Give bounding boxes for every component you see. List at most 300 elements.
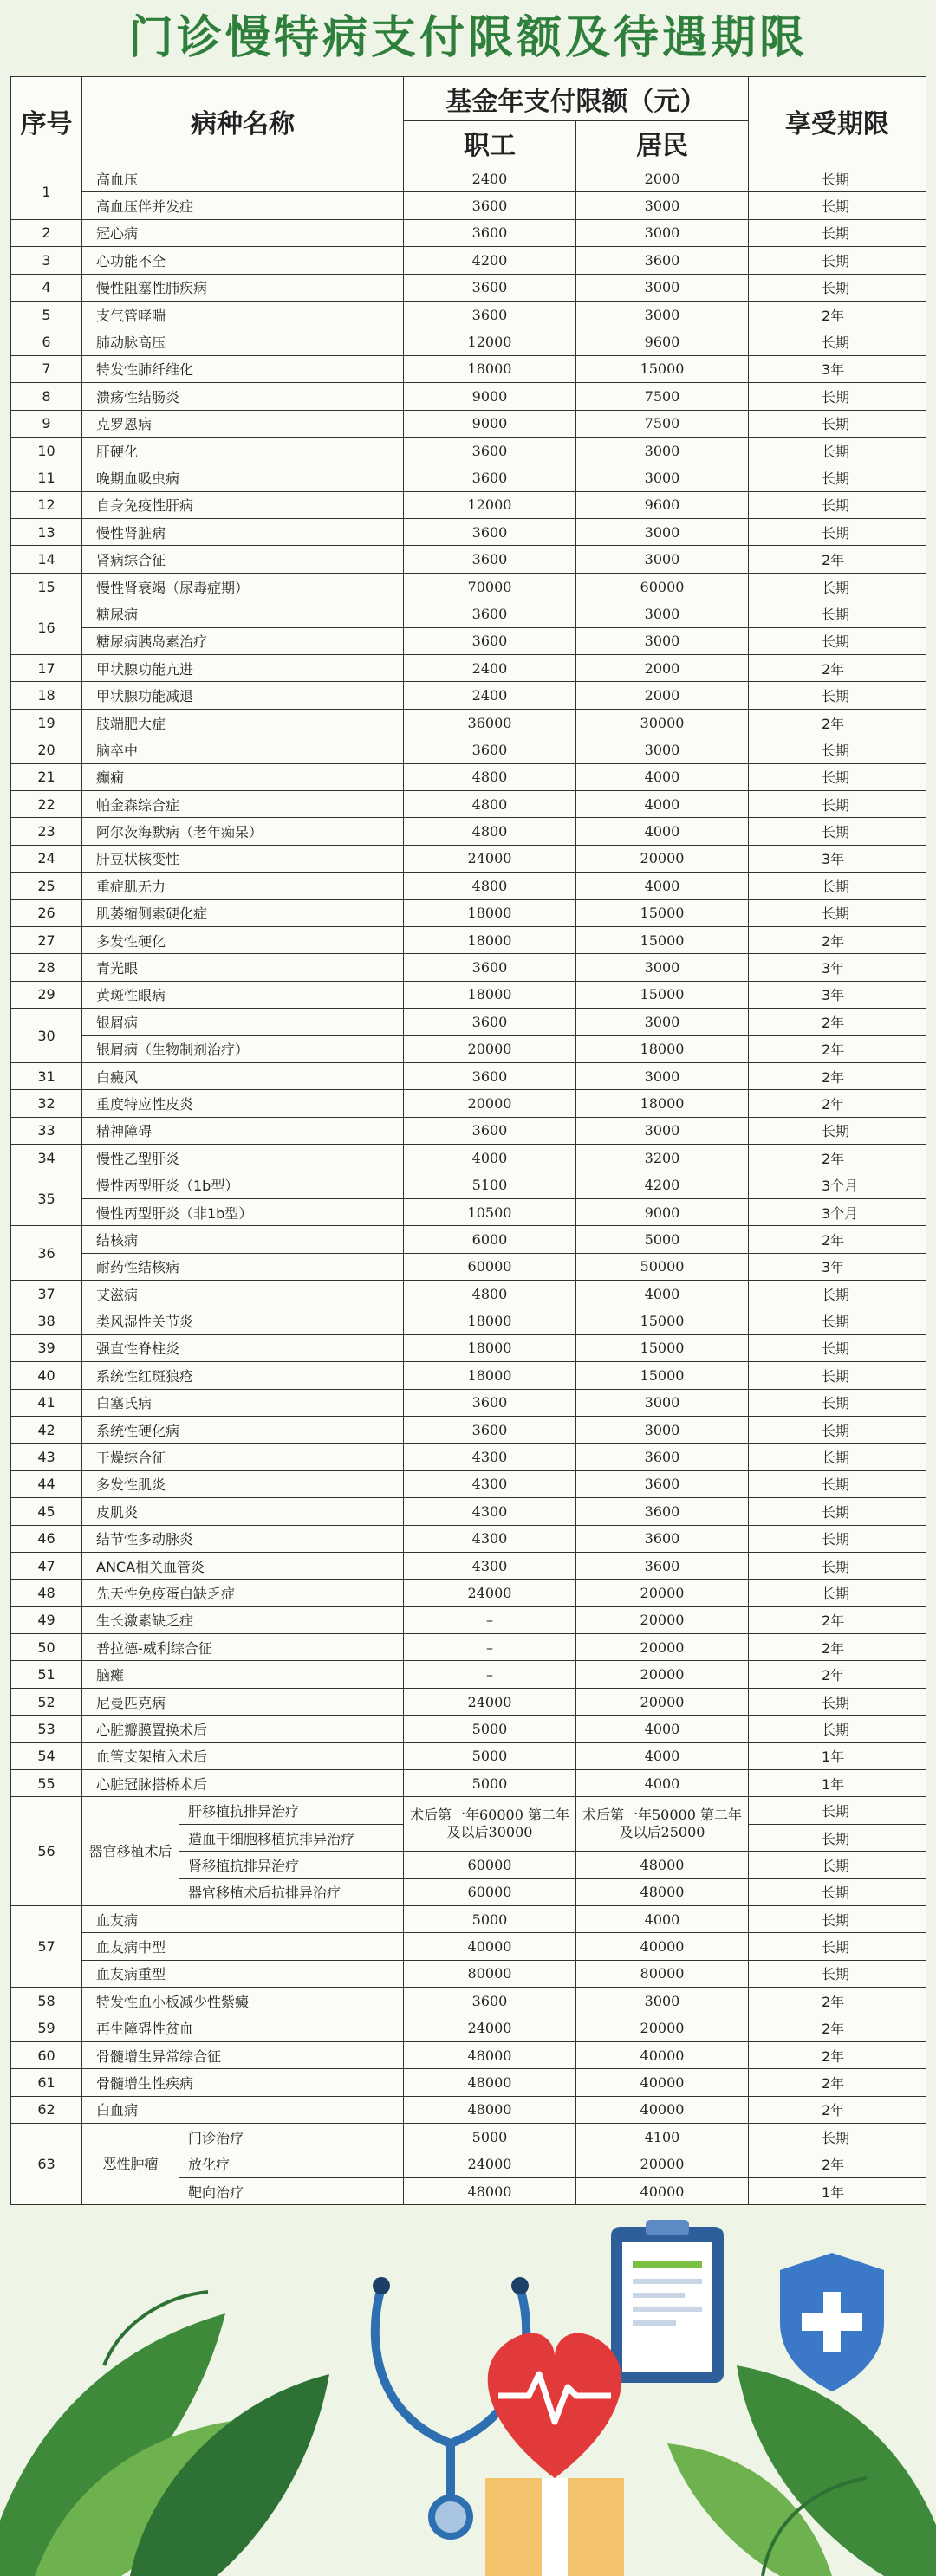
benefit-period: 长期: [749, 600, 926, 627]
resident-limit: 48000: [576, 1852, 749, 1878]
benefit-period: 长期: [749, 192, 926, 219]
employee-limit: 3600: [404, 301, 576, 328]
resident-limit: 2000: [576, 682, 749, 709]
benefit-period: 长期: [749, 1824, 926, 1851]
benefit-period: 2年: [749, 1062, 926, 1089]
employee-limit: 4300: [404, 1470, 576, 1497]
table-row: [11, 1198, 926, 1225]
resident-limit: 3000: [576, 1988, 749, 2015]
resident-limit: 4000: [576, 873, 749, 899]
row-number: 58: [11, 1988, 82, 2015]
leaf-left-icon: [0, 2292, 329, 2576]
employee-limit: 18000: [404, 981, 576, 1008]
resident-limit: 40000: [576, 2041, 749, 2068]
resident-limit: 20000: [576, 1606, 749, 1633]
disease-name: 慢性肾衰竭（尿毒症期）: [82, 573, 404, 600]
employee-limit: 3600: [404, 1988, 576, 2015]
benefit-period: 长期: [749, 627, 926, 654]
benefit-period: 长期: [749, 1716, 926, 1742]
employee-limit: 4000: [404, 1145, 576, 1171]
disease-name: 慢性阻塞性肺疾病: [82, 274, 404, 301]
benefit-period: 2年: [749, 1226, 926, 1253]
employee-limit: 80000: [404, 1960, 576, 1987]
benefit-period: 长期: [749, 1797, 926, 1824]
row-number: 54: [11, 1742, 82, 1769]
disease-name: 晚期血吸虫病: [82, 464, 404, 491]
benefit-period: 长期: [749, 1362, 926, 1389]
table-row: [11, 926, 926, 953]
employee-limit: 5000: [404, 1906, 576, 1933]
benefit-period: 长期: [749, 1688, 926, 1715]
table-row: [11, 2015, 926, 2041]
table-row: [11, 845, 926, 872]
benefit-period: 长期: [749, 1960, 926, 1987]
resident-limit: 4000: [576, 818, 749, 845]
resident-limit: 3600: [576, 247, 749, 274]
row-number: 48: [11, 1580, 82, 1606]
disease-name: 生长激素缺乏症: [82, 1606, 404, 1633]
gift-box-icon: [485, 2478, 624, 2576]
disease-name: 糖尿病胰岛素治疗: [82, 627, 404, 654]
row-number: 19: [11, 709, 82, 736]
row-number: 51: [11, 1661, 82, 1688]
benefit-period: 长期: [749, 1525, 926, 1552]
benefit-period: 3个月: [749, 1171, 926, 1198]
disease-name: 慢性肾脏病: [82, 519, 404, 546]
disease-name: 肝硬化: [82, 437, 404, 464]
benefit-period: 长期: [749, 1334, 926, 1361]
clipboard-icon: [611, 2220, 724, 2383]
table-row: [11, 1988, 926, 2015]
employee-limit: 3600: [404, 600, 576, 627]
row-number: 45: [11, 1498, 82, 1525]
disease-name: 精神障碍: [82, 1117, 404, 1144]
employee-limit: 20000: [404, 1035, 576, 1062]
disease-name: 血友病中型: [82, 1933, 404, 1960]
row-number: 28: [11, 954, 82, 981]
resident-limit: 20000: [576, 845, 749, 872]
table-row: [11, 1253, 926, 1280]
disease-name: 慢性乙型肝炎: [82, 1145, 404, 1171]
disease-name: 白癜风: [82, 1062, 404, 1089]
benefit-period: 长期: [749, 1852, 926, 1878]
group-name: 恶性肿瘤: [82, 2124, 179, 2205]
row-number: 18: [11, 682, 82, 709]
table-row: [11, 491, 926, 518]
benefit-period: 2年: [749, 2015, 926, 2041]
row-number: 3: [11, 247, 82, 274]
resident-limit: 30000: [576, 709, 749, 736]
resident-limit: 80000: [576, 1960, 749, 1987]
resident-limit: 9600: [576, 491, 749, 518]
row-number: 50: [11, 1634, 82, 1661]
resident-limit: 20000: [576, 1634, 749, 1661]
row-number: 31: [11, 1062, 82, 1089]
benefit-period: 长期: [749, 247, 926, 274]
table-row: [11, 600, 926, 627]
disease-name: 尼曼匹克病: [82, 1688, 404, 1715]
employee-limit: 70000: [404, 573, 576, 600]
payment-limit-table: [10, 76, 926, 2205]
employee-limit: 3600: [404, 1389, 576, 1416]
table-row: [11, 1281, 926, 1307]
employee-limit: 2400: [404, 655, 576, 682]
disease-name: 干燥综合征: [82, 1444, 404, 1470]
disease-name: 自身免疫性肝病: [82, 491, 404, 518]
employee-limit: 3600: [404, 1416, 576, 1443]
employee-limit: 12000: [404, 491, 576, 518]
disease-name: 肢端肥大症: [82, 709, 404, 736]
employee-limit: 9000: [404, 410, 576, 437]
row-number: 61: [11, 2069, 82, 2096]
row-number: 17: [11, 655, 82, 682]
employee-limit: 20000: [404, 1090, 576, 1117]
disease-name: 心脏瓣膜置换术后: [82, 1716, 404, 1742]
disease-name: 阿尔茨海默病（老年痴呆）: [82, 818, 404, 845]
row-number: 12: [11, 491, 82, 518]
employee-limit: 3600: [404, 954, 576, 981]
table-row: [11, 1117, 926, 1144]
resident-limit: 9600: [576, 328, 749, 355]
benefit-period: 2年: [749, 2151, 926, 2177]
row-number: 39: [11, 1334, 82, 1361]
benefit-period: 2年: [749, 926, 926, 953]
table-row: [11, 1416, 926, 1443]
disease-name: 类风湿性关节炎: [82, 1307, 404, 1334]
table-body: [11, 165, 926, 2205]
employee-limit: 5000: [404, 1742, 576, 1769]
benefit-period: 长期: [749, 2124, 926, 2151]
row-number: 53: [11, 1716, 82, 1742]
row-number: 21: [11, 763, 82, 790]
resident-limit: 4000: [576, 763, 749, 790]
table-row: [11, 818, 926, 845]
employee-limit: 40000: [404, 1933, 576, 1960]
benefit-period: 长期: [749, 165, 926, 192]
employee-limit: 3600: [404, 464, 576, 491]
resident-limit: 3000: [576, 1117, 749, 1144]
resident-limit: 3000: [576, 954, 749, 981]
disease-name: 肝豆状核变性: [82, 845, 404, 872]
employee-limit: 24000: [404, 1688, 576, 1715]
disease-name: 血友病重型: [82, 1960, 404, 1987]
row-number: 37: [11, 1281, 82, 1307]
employee-limit: 48000: [404, 2096, 576, 2123]
benefit-period: 2年: [749, 1090, 926, 1117]
table-row: [11, 790, 926, 817]
benefit-period: 长期: [749, 274, 926, 301]
benefit-period: 2年: [749, 1634, 926, 1661]
resident-limit: 40000: [576, 2069, 749, 2096]
employee-limit: 9000: [404, 383, 576, 410]
table-row: [11, 1606, 926, 1633]
row-number: 5: [11, 301, 82, 328]
row-number: 40: [11, 1362, 82, 1389]
group-name: 器官移植术后: [82, 1797, 179, 1906]
row-number: 16: [11, 600, 82, 655]
disease-name: 高血压: [82, 165, 404, 192]
row-number: 10: [11, 437, 82, 464]
disease-name: 慢性丙型肝炎（1b型）: [82, 1171, 404, 1198]
resident-limit: 4000: [576, 790, 749, 817]
table-row: [11, 1009, 926, 1035]
benefit-period: 2年: [749, 1661, 926, 1688]
benefit-period: 长期: [749, 1933, 926, 1960]
employee-limit: 4300: [404, 1525, 576, 1552]
resident-limit: 15000: [576, 899, 749, 926]
disease-name: 血友病: [82, 1906, 404, 1933]
employee-limit: 24000: [404, 845, 576, 872]
resident-limit: 20000: [576, 1688, 749, 1715]
row-number: 26: [11, 899, 82, 926]
table-row: [11, 1906, 926, 1933]
disease-name: 肌萎缩侧索硬化症: [82, 899, 404, 926]
benefit-period: 长期: [749, 328, 926, 355]
disease-name: 心功能不全: [82, 247, 404, 274]
row-number: 27: [11, 926, 82, 953]
benefit-period: 长期: [749, 1906, 926, 1933]
disease-name: 普拉德-威利综合征: [82, 1634, 404, 1661]
resident-limit: 15000: [576, 355, 749, 382]
row-number: 29: [11, 981, 82, 1008]
row-number: 52: [11, 1688, 82, 1715]
table-row: [11, 546, 926, 573]
disease-name: ANCA相关血管炎: [82, 1552, 404, 1579]
employee-limit: 24000: [404, 2151, 576, 2177]
employee-limit: 4800: [404, 790, 576, 817]
resident-limit: 3000: [576, 736, 749, 763]
resident-limit: 3000: [576, 1009, 749, 1035]
row-number: 4: [11, 274, 82, 301]
benefit-period: 长期: [749, 763, 926, 790]
resident-limit: 4000: [576, 1906, 749, 1933]
benefit-period: 3年: [749, 355, 926, 382]
employee-limit: 48000: [404, 2177, 576, 2204]
disease-name: 骨髓增生性疾病: [82, 2069, 404, 2096]
table-row: [11, 899, 926, 926]
disease-name: 脑卒中: [82, 736, 404, 763]
benefit-period: 1年: [749, 2177, 926, 2204]
resident-limit: 50000: [576, 1253, 749, 1280]
row-number: 32: [11, 1090, 82, 1117]
employee-limit: 3600: [404, 192, 576, 219]
resident-limit: 40000: [576, 2177, 749, 2204]
employee-limit: 4300: [404, 1552, 576, 1579]
employee-limit: 5100: [404, 1171, 576, 1198]
table-row: [11, 437, 926, 464]
disease-name: 血管支架植入术后: [82, 1742, 404, 1769]
employee-limit: 12000: [404, 328, 576, 355]
disease-name: 特发性肺纤维化: [82, 355, 404, 382]
table-row: [11, 219, 926, 246]
disease-name: 皮肌炎: [82, 1498, 404, 1525]
benefit-period: 3年: [749, 1253, 926, 1280]
benefit-period: 长期: [749, 1307, 926, 1334]
benefit-period: 1年: [749, 1770, 926, 1797]
row-number: 36: [11, 1226, 82, 1281]
resident-limit: 3000: [576, 546, 749, 573]
disease-name: 白塞氏病: [82, 1389, 404, 1416]
table-row: [11, 1470, 926, 1497]
benefit-period: 2年: [749, 2096, 926, 2123]
resident-limit: 20000: [576, 2015, 749, 2041]
table-row: [11, 464, 926, 491]
row-number: 30: [11, 1009, 82, 1063]
resident-limit: 48000: [576, 1878, 749, 1905]
resident-limit: 3600: [576, 1552, 749, 1579]
employee-limit: 4800: [404, 873, 576, 899]
row-number: 8: [11, 383, 82, 410]
row-number: 22: [11, 790, 82, 817]
disease-name: 癫痫: [82, 763, 404, 790]
row-number: 20: [11, 736, 82, 763]
table-row: [11, 736, 926, 763]
employee-limit: 3600: [404, 1062, 576, 1089]
heart-icon: [488, 2333, 622, 2478]
resident-limit: 9000: [576, 1198, 749, 1225]
row-number: 34: [11, 1145, 82, 1171]
employee-limit: –: [404, 1606, 576, 1633]
employee-limit: 60000: [404, 1878, 576, 1905]
employee-limit: 4200: [404, 247, 576, 274]
page-title: 门诊慢特病支付限额及待遇期限: [127, 11, 808, 64]
row-number: 11: [11, 464, 82, 491]
disease-name: 白血病: [82, 2096, 404, 2123]
resident-limit: 3600: [576, 1525, 749, 1552]
benefit-period: 2年: [749, 1988, 926, 2015]
header-no: 序号: [11, 77, 82, 165]
employee-limit: 5000: [404, 1770, 576, 1797]
table-row: [11, 1661, 926, 1688]
benefit-period: 2年: [749, 655, 926, 682]
table-row: [11, 1525, 926, 1552]
row-number: 23: [11, 818, 82, 845]
table-row: [11, 1171, 926, 1198]
benefit-period: 2年: [749, 1009, 926, 1035]
benefit-period: 2年: [749, 2069, 926, 2096]
resident-limit: 3600: [576, 1444, 749, 1470]
resident-limit: 40000: [576, 2096, 749, 2123]
disease-name: 多发性肌炎: [82, 1470, 404, 1497]
medical-decoration: [0, 2218, 936, 2576]
employee-limit: 24000: [404, 2015, 576, 2041]
benefit-period: 长期: [749, 1389, 926, 1416]
table-row: [11, 1770, 926, 1797]
table-row: [11, 1226, 926, 1253]
table-row: [11, 981, 926, 1008]
resident-limit: 2000: [576, 655, 749, 682]
row-number: 60: [11, 2041, 82, 2068]
row-number: 46: [11, 1525, 82, 1552]
benefit-period: 长期: [749, 1470, 926, 1497]
resident-limit: 20000: [576, 1580, 749, 1606]
benefit-period: 长期: [749, 1117, 926, 1144]
table-row: [11, 2096, 926, 2123]
disease-name: 系统性红斑狼疮: [82, 1362, 404, 1389]
employee-limit: 10500: [404, 1198, 576, 1225]
table-row: [11, 1498, 926, 1525]
resident-limit: 2000: [576, 165, 749, 192]
benefit-period: 长期: [749, 383, 926, 410]
resident-limit: 4000: [576, 1716, 749, 1742]
row-number: 38: [11, 1307, 82, 1334]
benefit-period: 长期: [749, 899, 926, 926]
header-period: 享受期限: [749, 77, 926, 165]
employee-limit: 18000: [404, 899, 576, 926]
table-row: [11, 763, 926, 790]
benefit-period: 3年: [749, 954, 926, 981]
resident-limit: 3200: [576, 1145, 749, 1171]
resident-limit: 7500: [576, 383, 749, 410]
table-row: [11, 247, 926, 274]
resident-limit: 60000: [576, 573, 749, 600]
resident-limit: 20000: [576, 2151, 749, 2177]
table-row: [11, 709, 926, 736]
benefit-period: 2年: [749, 301, 926, 328]
resident-limit: 3000: [576, 274, 749, 301]
sub-disease-name: 肝移植抗排异治疗: [179, 1797, 404, 1824]
benefit-period: 长期: [749, 491, 926, 518]
resident-limit: 3000: [576, 192, 749, 219]
table-row: [11, 655, 926, 682]
resident-limit: 3000: [576, 219, 749, 246]
disease-name: 黄斑性眼病: [82, 981, 404, 1008]
header-disease-name: 病种名称: [82, 77, 404, 165]
resident-limit: 18000: [576, 1090, 749, 1117]
employee-limit: –: [404, 1661, 576, 1688]
table-row: [11, 1742, 926, 1769]
row-number: 47: [11, 1552, 82, 1579]
benefit-period: 2年: [749, 1035, 926, 1062]
row-number: 57: [11, 1906, 82, 1988]
row-number: 62: [11, 2096, 82, 2123]
disease-name: 冠心病: [82, 219, 404, 246]
row-number: 24: [11, 845, 82, 872]
table-row: [11, 954, 926, 981]
employee-limit: 24000: [404, 1580, 576, 1606]
resident-limit: 3000: [576, 301, 749, 328]
resident-limit-note: 术后第一年50000 第二年及以后25000: [576, 1797, 749, 1852]
employee-limit: 60000: [404, 1852, 576, 1878]
resident-limit: 3000: [576, 437, 749, 464]
employee-limit: 3600: [404, 219, 576, 246]
benefit-period: 长期: [749, 464, 926, 491]
disease-name: 耐药性结核病: [82, 1253, 404, 1280]
row-number: 42: [11, 1416, 82, 1443]
table-row: [11, 410, 926, 437]
row-number: 44: [11, 1470, 82, 1497]
benefit-period: 长期: [749, 1552, 926, 1579]
table-row: [11, 1145, 926, 1171]
benefit-period: 长期: [749, 790, 926, 817]
table-row: [11, 274, 926, 301]
resident-limit: 15000: [576, 1362, 749, 1389]
row-number: 15: [11, 573, 82, 600]
disease-name: 心脏冠脉搭桥术后: [82, 1770, 404, 1797]
table-row: [11, 519, 926, 546]
row-number: 49: [11, 1606, 82, 1633]
row-number: 55: [11, 1770, 82, 1797]
table-row: [11, 165, 926, 192]
disease-name: 青光眼: [82, 954, 404, 981]
employee-limit: 3600: [404, 519, 576, 546]
header-employee: 职工: [404, 121, 576, 165]
resident-limit: 3000: [576, 627, 749, 654]
table-row: [11, 1797, 926, 1824]
employee-limit: 18000: [404, 355, 576, 382]
header-resident: 居民: [576, 121, 749, 165]
resident-limit: 40000: [576, 1933, 749, 1960]
